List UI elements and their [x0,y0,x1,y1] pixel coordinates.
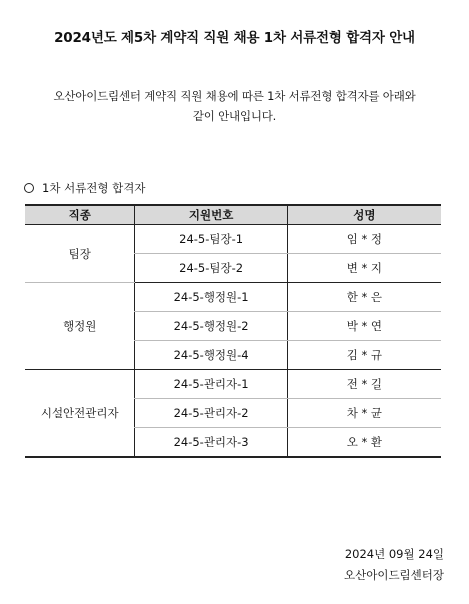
job-cell: 시설안전관리자 [25,370,135,458]
applicant-number: 24-5-행정원-1 [135,283,287,312]
applicant-number: 24-5-관리자-3 [135,428,287,458]
applicant-number: 24-5-팀장-1 [135,225,287,254]
applicant-name: 오 * 환 [287,428,441,458]
applicant-name: 전 * 길 [287,370,441,399]
applicant-name: 변 * 지 [287,254,441,283]
section-heading-label: 1차 서류전형 합격자 [42,181,146,195]
intro-text [24,86,445,126]
applicant-name: 임 * 정 [287,225,441,254]
intro-line-2: 같이 안내입니다. [192,109,277,123]
document-title: 2024년도 제5차 계약직 직원 채용 1차 서류전형 합격자 안내 [54,30,415,46]
header-number: 지원번호 [135,205,287,225]
job-cell: 행정원 [25,283,135,370]
results-table [25,204,441,458]
section-heading [24,180,146,196]
applicant-number: 24-5-팀장-2 [135,254,287,283]
applicant-name: 한 * 은 [287,283,441,312]
applicant-number: 24-5-관리자-1 [135,370,287,399]
applicant-number: 24-5-행정원-2 [135,312,287,341]
job-cell: 팀장 [25,225,135,283]
table-row [25,225,441,254]
circle-icon [24,183,34,193]
table-header-row [25,205,441,225]
issuing-organization: 오산아이드림센터장 [344,568,444,582]
table-row [25,283,441,312]
applicant-number: 24-5-행정원-4 [135,341,287,370]
table-row [25,370,441,399]
applicant-name: 김 * 규 [287,341,441,370]
header-job: 직종 [25,205,135,225]
intro-line-1: 오산아이드림센터 계약직 직원 채용에 따른 1차 서류전형 합격자를 아래와 [53,89,416,103]
applicant-name: 박 * 연 [287,312,441,341]
header-name: 성명 [287,205,441,225]
applicant-name: 차 * 균 [287,399,441,428]
announcement-date: 2024년 09월 24일 [344,547,444,561]
applicant-number: 24-5-관리자-2 [135,399,287,428]
